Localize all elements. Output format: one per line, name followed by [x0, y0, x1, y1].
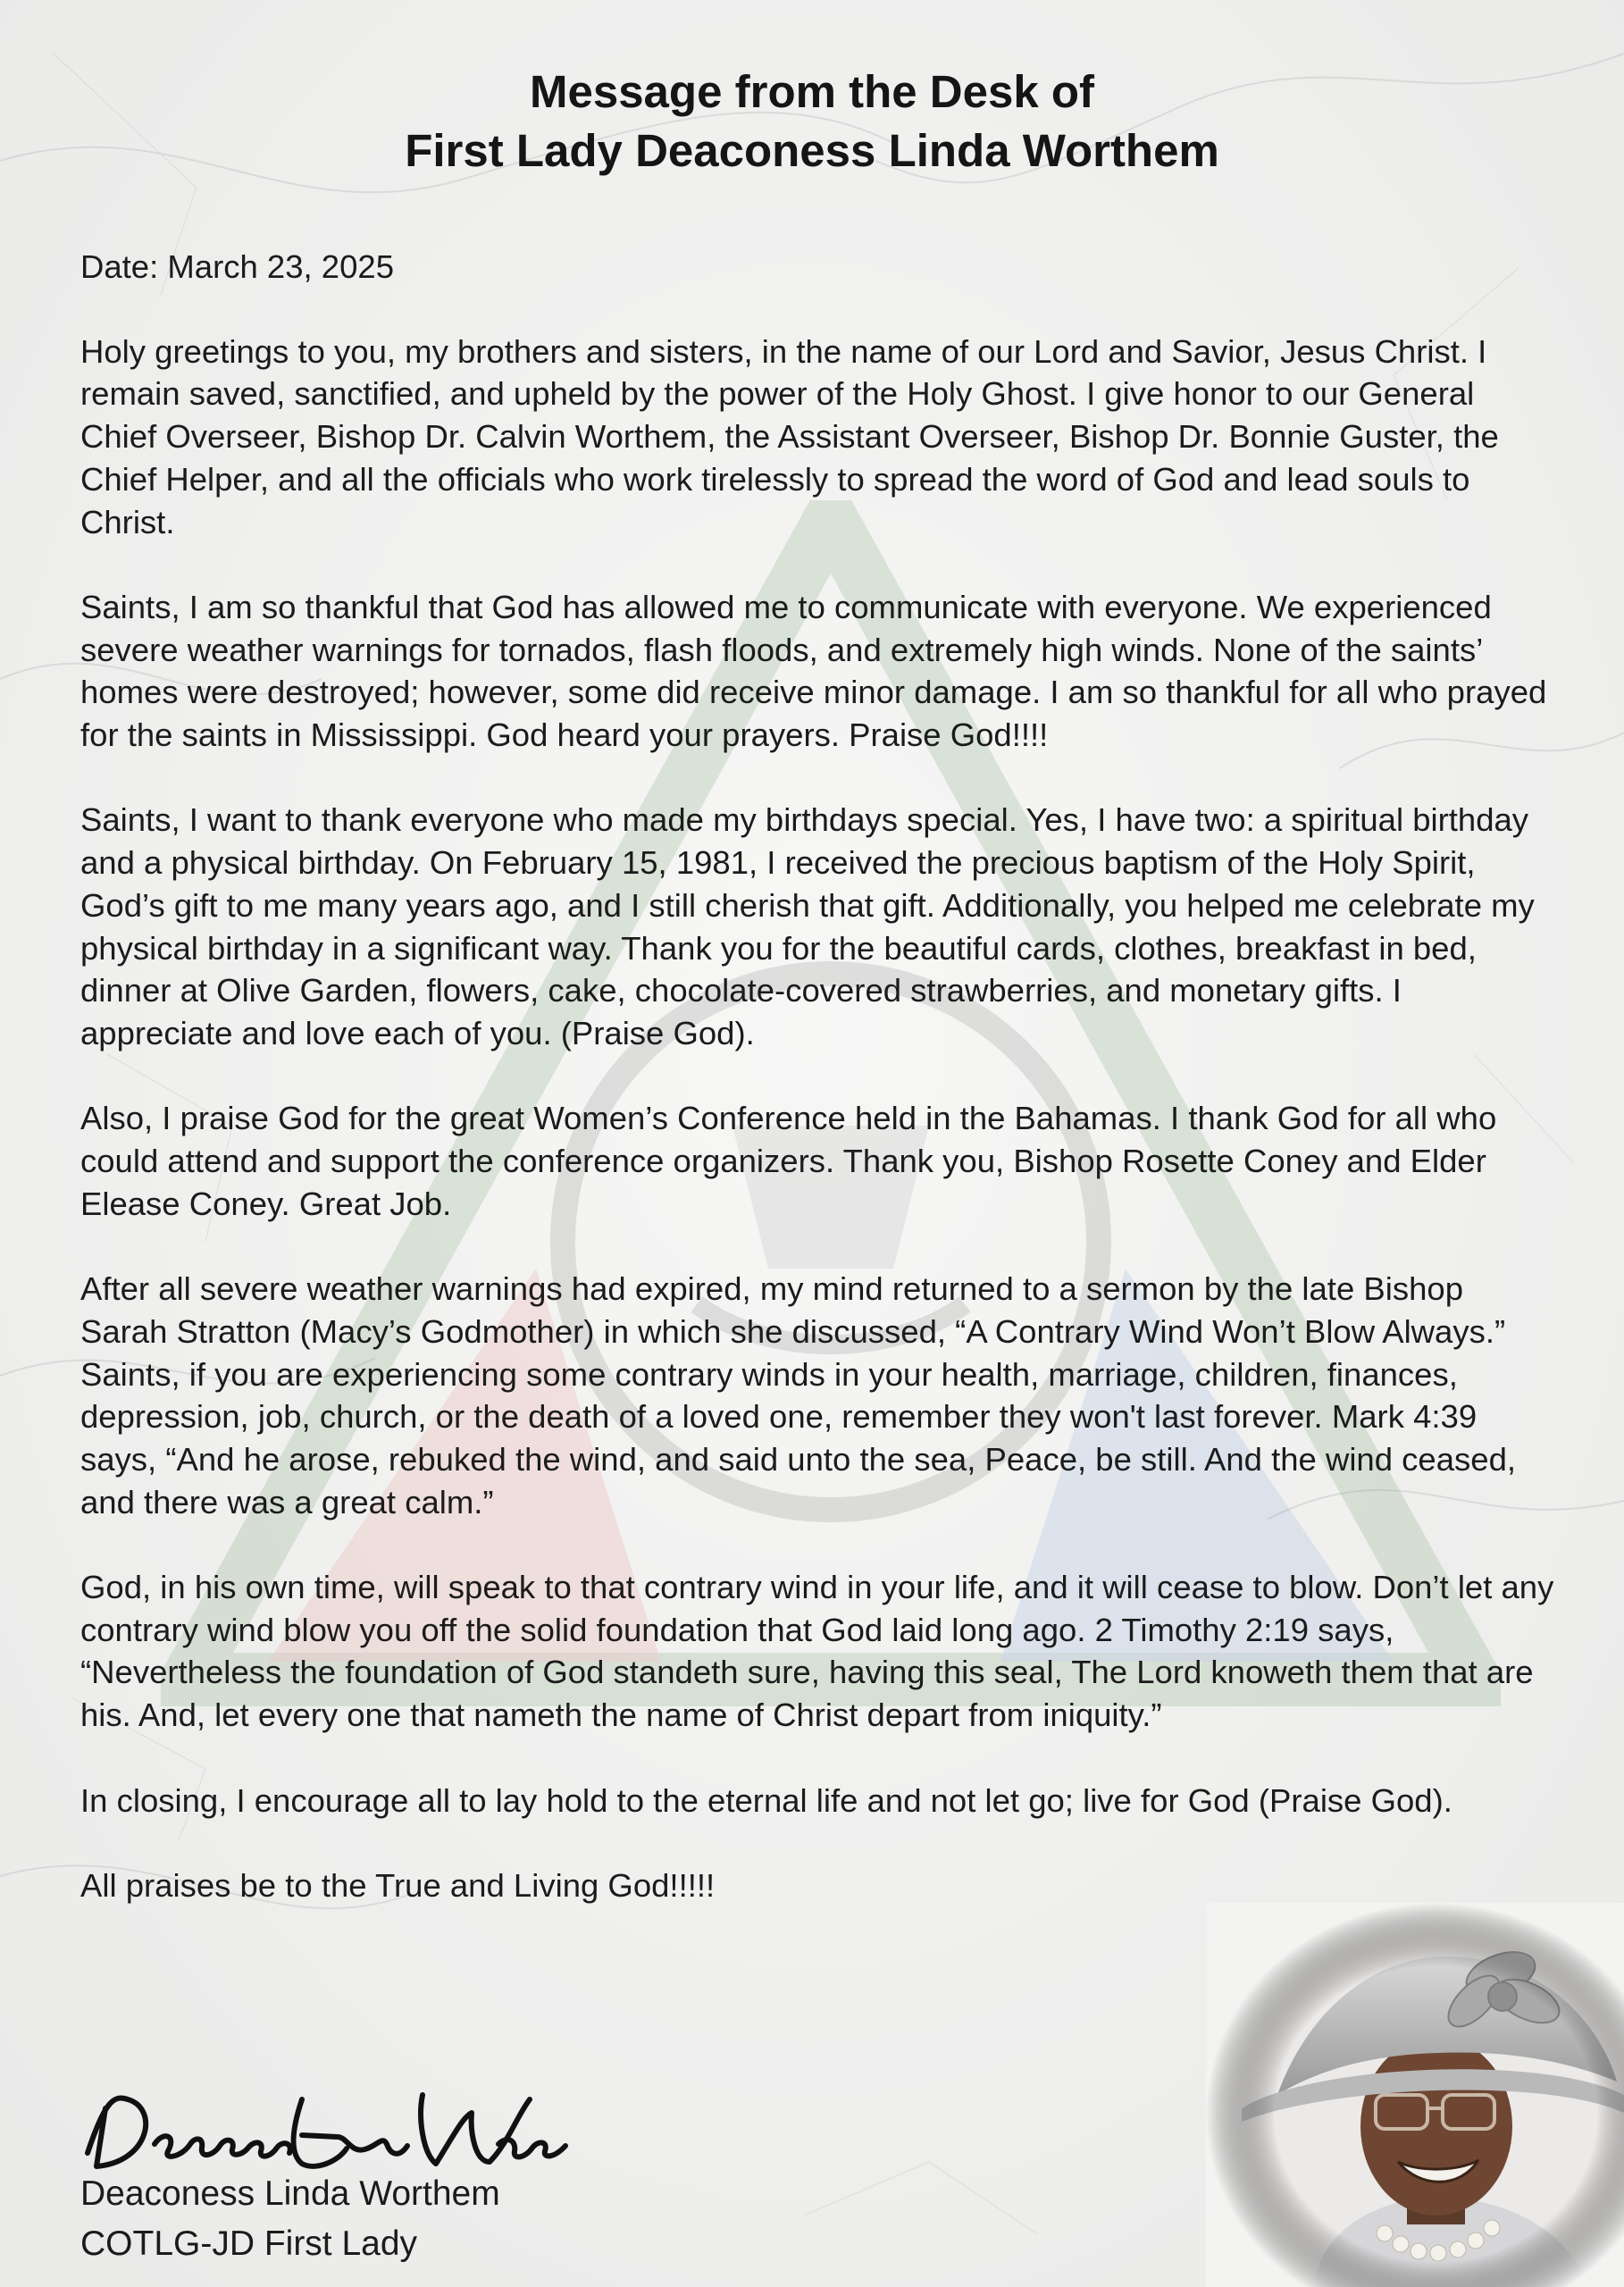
signature-block: [80, 2169, 500, 2269]
handwritten-signature: [79, 2082, 579, 2180]
signatory-role: COTLG-JD First Lady: [80, 2224, 418, 2263]
paragraph-birthdays: Saints, I want to thank everyone who made my birthdays special. Yes, I have two: a spiritual birthday and a physical birthday. On February 15, 1981, I received the precious baptism of the Holy Spirit, God’s gift to me many years ago, and I still cherish that gift. Additionally, you helped me celebrate my physical birthday in a significant way. Thank you for the beautiful cards, clothes, breakfast in bed, dinner at Olive Garden, flowers, cake, chocolate-covered strawberries, and monetary gifts. I appreciate and love each of you. (Praise God).: [80, 801, 1535, 1051]
paragraph-closing: In closing, I encourage all to lay hold to the eternal life and not let go; live for God (Praise God).: [80, 1781, 1452, 1819]
letter-body: [80, 246, 1554, 1949]
paragraph-greeting: Holy greetings to you, my brothers and sisters, in the name of our Lord and Savior, Jesus Christ. I remain saved, sanctified, and upheld by the power of the Holy Ghost. I give honor to our General Chief Overseer, Bishop Dr. Calvin Worthem, the Assistant Overseer, Bishop Dr. Bonnie Guster, the Chief Helper, and all the officials who work tirelessly to spread the word of God and lead souls to Christ.: [80, 332, 1499, 540]
signatory-name: Deaconess Linda Worthem: [80, 2174, 500, 2213]
portrait-photo: [1206, 1903, 1624, 2287]
letter-date: Date: March 23, 2025: [80, 248, 395, 285]
paragraph-praises: All praises be to the True and Living God!!!!!: [80, 1866, 716, 1904]
heading-line-1: Message from the Desk of: [529, 66, 1095, 117]
paragraph-conference: Also, I praise God for the great Women’s Conference held in the Bahamas. I thank God for all who could attend and support the conference organizers. Thank you, Bishop Rosette Coney and Elder Elease Coney. Great Job.: [80, 1100, 1497, 1222]
letter-heading: [0, 63, 1624, 180]
heading-line-2: First Lady Deaconess Linda Worthem: [405, 125, 1219, 176]
paragraph-weather: Saints, I am so thankful that God has allowed me to communicate with everyone. We experienced severe weather warnings for tornados, flash floods, and extremely high winds. None of the saints’ homes were destroyed; however, some did receive minor damage. I am so thankful for all who prayed for the saints in Mississippi. God heard your prayers. Praise God!!!!: [80, 588, 1547, 754]
paragraph-foundation: God, in his own time, will speak to that contrary wind in your life, and it will cease to blow. Don’t let any contrary wind blow you off the solid foundation that God laid long ago. 2 Timothy 2:19 says, “Nevertheless the foundation of God standeth sure, having this seal, The Lord knoweth them that are his. And, let every one that nameth the name of Christ depart from iniquity.”: [80, 1569, 1554, 1734]
paragraph-contrary-wind: After all severe weather warnings had expired, my mind returned to a sermon by the late Bishop Sarah Stratton (Macy’s Godmother) in which she discussed, “A Contrary Wind Won’t Blow Always.” Saints, if you are experiencing some contrary winds in your health, marriage, children, finances, depression, job, church, or the death of a loved one, remember they won't last forever. Mark 4:39 says, “And he arose, rebuked the wind, and said unto the sea, Peace, be still. And the wind ceased, and there was a great calm.”: [80, 1270, 1517, 1520]
